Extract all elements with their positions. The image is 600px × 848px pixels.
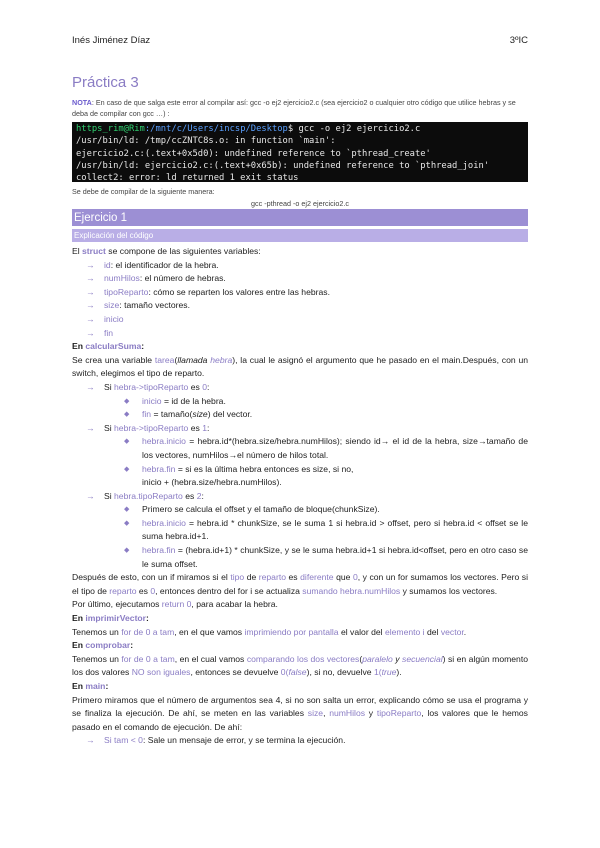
paragraph	[72, 653, 528, 680]
list-item	[72, 463, 528, 490]
text-run: return 0	[161, 599, 192, 610]
list-item	[72, 313, 528, 327]
text-run: ,	[323, 708, 330, 719]
terminal-prompt-user: https_rim@Rim	[76, 124, 145, 134]
arrow-bullet-icon: →	[86, 300, 95, 311]
text-run: Si	[104, 422, 115, 433]
diamond-bullet-icon: ◆	[124, 506, 130, 514]
text-run: :	[201, 490, 204, 501]
text-run: llamada	[177, 354, 208, 365]
text-run: En	[72, 640, 83, 651]
page-header	[72, 34, 528, 48]
text-run: 0	[150, 585, 156, 596]
list-item	[72, 327, 528, 341]
text-run: elemento i	[384, 626, 425, 637]
paragraph	[72, 571, 528, 598]
paragraph	[72, 354, 528, 381]
text-run: reparto	[109, 585, 137, 596]
text-run: En	[72, 681, 83, 691]
text-run: , y con un for sumamos los vectores. Pero si el tipo de	[72, 572, 528, 596]
list-item	[72, 299, 528, 313]
var-desc: : tamaño vectores.	[119, 300, 190, 311]
text-run: hebra->tipoReparto	[114, 422, 189, 433]
function-heading-imprimirvector	[72, 612, 528, 626]
text-run: size	[192, 409, 208, 420]
text-run: , en el cual vamos	[174, 653, 247, 664]
struct-keyword: struct	[82, 246, 106, 256]
text-run: y	[392, 653, 403, 664]
list-item	[72, 381, 528, 395]
text-run: ).	[396, 667, 402, 678]
var-desc: : el identificador de la hebra.	[110, 259, 219, 270]
text-run: El	[72, 246, 83, 256]
text-run: Se crea una variable	[72, 354, 155, 365]
list-item	[72, 422, 528, 436]
list-item	[72, 490, 528, 504]
text-run: 1	[202, 422, 207, 433]
text-run: 0	[202, 381, 207, 392]
list-item	[72, 517, 528, 544]
text-run: ) si en algún momento los dos valores	[72, 653, 528, 678]
text-run: En	[72, 613, 83, 624]
list-item	[72, 395, 528, 409]
list-item	[72, 503, 528, 517]
list-item	[72, 286, 528, 300]
text-run: tipoReparto	[376, 708, 422, 719]
text-run: inicio + (hebra.size/hebra.numHilos).	[142, 477, 282, 488]
arrow-bullet-icon: →	[86, 273, 95, 284]
terminal-line: collect2: error: ld returned 1 exit status	[76, 173, 299, 182]
note-text: : En caso de que salga este error al compilar así: gcc -o ej2 ejercicio2.c (sea ejercicio2 o cualquier otro código que utilice hebras y se deba de compilar con gcc …) :	[72, 98, 516, 119]
text-run: :	[206, 381, 210, 392]
text-run: es	[136, 585, 151, 596]
paragraph	[72, 598, 528, 612]
text-run: Si	[104, 381, 115, 392]
text-run: = tamaño(	[151, 409, 193, 420]
text-run: Si	[104, 490, 115, 501]
text-run: hebra.tipoReparto	[114, 490, 183, 501]
var-name: tipoReparto	[104, 286, 149, 297]
text-run: = id de la hebra.	[161, 395, 226, 406]
arrow-bullet-icon: →	[86, 735, 95, 746]
text-run: size	[307, 708, 324, 719]
text-run: = hebra.id*(hebra.size/hebra.numHilos); siendo id→ el id de la hebra, size→tamaño de los vectores, numHilos→el número de hilos total.	[142, 436, 528, 460]
text-run: Después de esto, con un if miramos si el	[72, 572, 231, 583]
list-item	[72, 259, 528, 273]
text-run: inicio	[142, 395, 162, 406]
text-run: sumando hebra.numHilos	[302, 585, 401, 596]
text-run: secuencial	[402, 653, 443, 664]
terminal-line: /usr/bin/ld: ejercicio2.c:(.text+0x65b): undefined reference to `pthread_join'	[76, 160, 490, 171]
text-run: hebra.fin	[142, 463, 176, 474]
list-item	[72, 272, 528, 286]
text-run: :	[130, 640, 134, 651]
text-run: :	[146, 613, 149, 624]
function-heading-main	[72, 680, 528, 694]
note-label: NOTA	[72, 98, 92, 107]
text-run: el valor del	[338, 626, 385, 637]
text-run: , para acabar la hebra.	[191, 599, 278, 610]
diamond-bullet-icon: ◆	[124, 438, 130, 446]
function-heading-comprobar	[72, 639, 528, 653]
note-paragraph	[72, 97, 528, 119]
diamond-bullet-icon: ◆	[124, 397, 130, 405]
var-name: inicio	[104, 313, 124, 324]
text-run: vector	[440, 626, 464, 637]
text-run: es	[286, 572, 301, 583]
function-name: calcularSuma	[85, 341, 142, 352]
diamond-bullet-icon: ◆	[124, 465, 130, 473]
diamond-bullet-icon: ◆	[124, 519, 130, 527]
text-run: , entonces se devuelve	[190, 667, 281, 678]
text-run: En	[72, 341, 83, 352]
text-run: Si tam < 0	[104, 735, 143, 746]
terminal-command: $ gcc -o ej2 ejercicio2.c	[287, 124, 421, 134]
arrow-bullet-icon: →	[86, 259, 95, 270]
text-run: Primero se calcula el offset y el tamaño de bloque(chunkSize).	[142, 504, 380, 515]
text-run: de	[244, 572, 259, 583]
function-name: imprimirVector	[85, 613, 147, 624]
text-run: false	[288, 667, 307, 678]
text-run: ), si no, devuelve	[306, 667, 374, 678]
text-run: es	[188, 381, 203, 392]
subsection-heading: Explicación del código	[72, 229, 528, 242]
diamond-bullet-icon: ◆	[124, 547, 130, 555]
text-run: = si es la última hebra entonces es size, si no,	[175, 463, 354, 474]
list-item	[72, 734, 528, 748]
text-run: for de 0 a tam	[121, 653, 175, 664]
compile-note: Se debe de compilar de la siguiente manera:	[72, 187, 215, 196]
struct-intro	[72, 245, 528, 259]
text-run: ), la cual le asignó el argumento que he pasado en el main.Después, con un switch, elegimos el tipo de reparto.	[72, 354, 529, 379]
text-run: comparando los dos vectores	[246, 653, 360, 664]
function-name: comprobar	[85, 640, 131, 651]
var-name: size	[104, 300, 120, 311]
text-run: .	[463, 626, 467, 637]
author-name: Inés Jiménez Díaz	[72, 35, 151, 46]
text-run: Por último, ejecutamos	[72, 599, 162, 610]
var-desc: : el número de hebras.	[139, 273, 226, 284]
text-run: NO son iguales	[131, 667, 191, 678]
diamond-bullet-icon: ◆	[124, 411, 130, 419]
arrow-bullet-icon: →	[86, 490, 95, 501]
text-run: hebra	[210, 354, 233, 365]
var-desc: : cómo se reparten los valores entre las hebras.	[148, 286, 330, 297]
text-run: , entonces dentro del for i se actualiza	[155, 585, 303, 596]
text-run: (	[359, 653, 363, 664]
terminal-line: /usr/bin/ld: /tmp/ccZNTC8s.o: in function `main':	[76, 136, 336, 147]
text-run: : Sale un mensaje de error, y se termina la ejecución.	[142, 735, 346, 746]
text-run: hebra->tipoReparto	[114, 381, 189, 392]
text-run: (	[174, 354, 178, 365]
var-name: numHilos	[104, 273, 140, 284]
var-name: id	[104, 259, 111, 270]
text-run: 0	[352, 572, 358, 583]
text-run: paralelo	[362, 653, 393, 664]
terminal-prompt-path: :/mnt/c/Users/incsp/Desktop	[144, 124, 288, 134]
main-content	[72, 245, 528, 748]
list-item	[72, 544, 528, 571]
text-run: = hebra.id * chunkSize, se le suma 1 si hebra.id > offset, pero si hebra.id < offset se le suma hebra.id+1.	[142, 517, 528, 542]
text-run: y sumamos los vectores.	[400, 585, 498, 596]
text-run: Primero miramos que el número de argumentos sea 4, si no son salta un error, explicando cómo se usa el programa y se finaliza la ejecución. De ahí, se meten en las variables	[72, 694, 528, 719]
arrow-bullet-icon: →	[86, 313, 95, 324]
compile-command: gcc -pthread -o ej2 ejercicio2.c	[251, 199, 349, 208]
var-name: fin	[104, 327, 114, 338]
text-run: (	[285, 667, 289, 678]
arrow-bullet-icon: →	[86, 327, 95, 338]
text-run: hebra.inicio	[142, 517, 186, 528]
text-run: :	[206, 422, 210, 433]
terminal-line: ejercicio2.c:(.text+0x5d0): undefined reference to `pthread_create'	[76, 148, 431, 159]
document-title: Práctica 3	[72, 74, 139, 91]
text-run: tipo	[230, 572, 245, 583]
paragraph	[72, 626, 528, 640]
text-run: del	[424, 626, 441, 637]
paragraph	[72, 694, 528, 735]
function-name: main	[85, 681, 106, 691]
text-run: for de 0 a tam	[121, 626, 175, 637]
text-run: reparto	[258, 572, 286, 583]
text-run: diferente	[300, 572, 334, 583]
text-run: 2	[196, 490, 202, 501]
text-run: true	[381, 667, 397, 678]
text-run: 1	[373, 667, 379, 678]
section-heading: Ejercicio 1	[72, 209, 528, 226]
text-run: Tenemos un	[72, 653, 122, 664]
arrow-bullet-icon: →	[86, 286, 95, 297]
text-run: 0	[280, 667, 286, 678]
text-run: :	[141, 341, 145, 352]
function-heading-calcularsuma	[72, 340, 528, 354]
text-run: numHilos	[329, 708, 366, 719]
text-run: que	[333, 572, 353, 583]
course-label: 3ºIC	[509, 35, 528, 46]
text-run: , en el que vamos	[174, 626, 245, 637]
text-run: Tenemos un	[72, 626, 122, 637]
terminal-screenshot	[72, 122, 528, 182]
text-run: y	[365, 708, 377, 719]
list-item	[72, 408, 528, 422]
text-run: hebra.inicio	[142, 436, 186, 447]
text-run: es	[188, 422, 203, 433]
text-run: :	[105, 681, 109, 691]
text-run: ) del vector.	[207, 409, 253, 420]
text-run: fin	[142, 409, 152, 420]
list-item	[72, 435, 528, 462]
text-run: hebra.fin	[142, 545, 176, 556]
arrow-bullet-icon: →	[86, 422, 95, 433]
text-run: imprimiendo por pantalla	[244, 626, 339, 637]
text-run: se compone de las siguientes variables:	[105, 246, 261, 256]
text-run: es	[182, 490, 197, 501]
text-run: = (hebra.id+1) * chunkSize, y se le suma hebra.id+1 si hebra.id<offset, pero en otro caso se le suma offset.	[142, 545, 528, 569]
text-run: , los valores que le hemos pasado en el comando de ejecución. De ahí:	[72, 708, 528, 732]
text-run: tarea	[154, 354, 175, 365]
text-run: (	[378, 667, 382, 678]
arrow-bullet-icon: →	[86, 381, 95, 392]
